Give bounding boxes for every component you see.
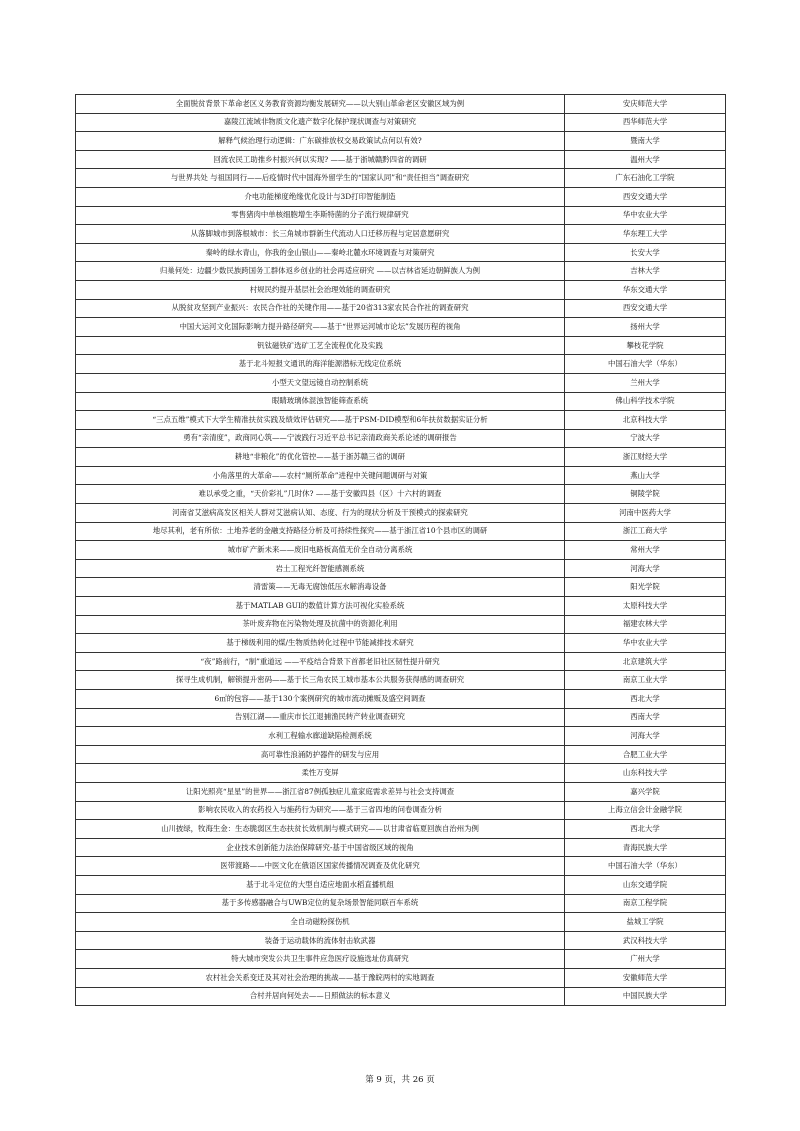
table-row bbox=[76, 559, 726, 578]
school-name-cell: 北京科技大学 bbox=[565, 411, 726, 430]
school-name-cell: 山东科技大学 bbox=[565, 764, 726, 783]
table-row bbox=[76, 522, 726, 541]
table-row bbox=[76, 987, 726, 1006]
school-name-cell: 广州大学 bbox=[565, 950, 726, 969]
school-name-cell: 中国民族大学 bbox=[565, 987, 726, 1006]
table-row bbox=[76, 373, 726, 392]
school-name-cell: 暨南大学 bbox=[565, 132, 726, 151]
project-title-cell: “夜”路前行，“制”重道远 ——平疫结合背景下首都老旧社区韧性提升研究 bbox=[76, 652, 565, 671]
project-title-cell: 医带渡路——中医文化在俄语区国家传播情况调查及优化研究 bbox=[76, 857, 565, 876]
project-title-cell: 高可靠性浪涌防护器件的研发与应用 bbox=[76, 745, 565, 764]
school-name-cell: 太原科技大学 bbox=[565, 597, 726, 616]
project-title-cell: 清雷策——无毒无腐蚀低压水解消毒设备 bbox=[76, 578, 565, 597]
table-row bbox=[76, 206, 726, 225]
award-list-table bbox=[75, 94, 726, 1006]
project-title-cell: 特大城市突发公共卫生事件应急医疗设施选址仿真研究 bbox=[76, 950, 565, 969]
project-title-cell: 岩土工程光纤智能感测系统 bbox=[76, 559, 565, 578]
project-title-cell: 与世界共处 与祖国同行——后疫情时代中国海外留学生的“国家认同”和“责任担当”调查研究 bbox=[76, 169, 565, 188]
school-name-cell: 西华师范大学 bbox=[565, 113, 726, 132]
school-name-cell: 长安大学 bbox=[565, 243, 726, 262]
table-row bbox=[76, 690, 726, 709]
project-title-cell: 装备于运动载体的流体射击软武器 bbox=[76, 931, 565, 950]
school-name-cell: 浙江工商大学 bbox=[565, 522, 726, 541]
project-title-cell: 让阳光照亮“星星”的世界——浙江省87例孤独症儿童家庭需求差异与社会支持调查 bbox=[76, 782, 565, 801]
school-name-cell: 福建农林大学 bbox=[565, 615, 726, 634]
table-row bbox=[76, 448, 726, 467]
school-name-cell: 西安交通大学 bbox=[565, 187, 726, 206]
school-name-cell: 中国石油大学（华东） bbox=[565, 355, 726, 374]
project-title-cell: 村规民约提升基层社会治理效能的调查研究 bbox=[76, 280, 565, 299]
project-title-cell: 柔性万变屏 bbox=[76, 764, 565, 783]
school-name-cell: 佛山科学技术学院 bbox=[565, 392, 726, 411]
project-title-cell: 勇有“亲清度”，政商同心筑——宁波践行习近平总书记亲清政商关系论述的调研报告 bbox=[76, 429, 565, 448]
project-title-cell: 茶叶废弃物在污染物处理及抗菌中的资源化利用 bbox=[76, 615, 565, 634]
project-title-cell: 归巢何处：边疆少数民族跨国务工群体返乡创业的社会再适应研究 ——以吉林省延边朝鲜族人为例 bbox=[76, 262, 565, 281]
table-row bbox=[76, 299, 726, 318]
project-title-cell: 影响农民收入的农药投入与施药行为研究——基于三省四地的问卷调查分析 bbox=[76, 801, 565, 820]
table-row bbox=[76, 727, 726, 746]
project-title-cell: 基于北斗短报文通讯的海洋能源潜标无线定位系统 bbox=[76, 355, 565, 374]
table-row bbox=[76, 541, 726, 560]
school-name-cell: 安庆师范大学 bbox=[565, 95, 726, 114]
table-row bbox=[76, 429, 726, 448]
table-row bbox=[76, 615, 726, 634]
school-name-cell: 浙江财经大学 bbox=[565, 448, 726, 467]
project-title-cell: 中国大运河文化国际影响力提升路径研究——基于“世界运河城市论坛”发展历程的视角 bbox=[76, 318, 565, 337]
table-row bbox=[76, 95, 726, 114]
school-name-cell: 攀枝花学院 bbox=[565, 336, 726, 355]
project-title-cell: 从脱贫攻坚到产业振兴：农民合作社的关键作用——基于20省313家农民合作社的调查研究 bbox=[76, 299, 565, 318]
project-title-cell: 6㎡的包容——基于130个案例研究的城市流动摊贩及盛空间调查 bbox=[76, 690, 565, 709]
school-name-cell: 南京工业大学 bbox=[565, 671, 726, 690]
project-title-cell: 基于MATLAB GUI的数值计算方法可视化实验系统 bbox=[76, 597, 565, 616]
project-title-cell: 秦岭的绿水青山，你我的金山银山——秦岭北麓水环境调查与对策研究 bbox=[76, 243, 565, 262]
project-title-cell: 告别江湖——重庆市长江退捕渔民转产转业调查研究 bbox=[76, 708, 565, 727]
school-name-cell: 青海民族大学 bbox=[565, 838, 726, 857]
project-title-cell: 难以承受之重，“天价彩礼”几时休? ——基于安徽四县（区）十六村的调查 bbox=[76, 485, 565, 504]
table-row bbox=[76, 150, 726, 169]
school-name-cell: 河南中医药大学 bbox=[565, 504, 726, 523]
school-name-cell: 阳光学院 bbox=[565, 578, 726, 597]
table-row bbox=[76, 169, 726, 188]
table-row bbox=[76, 318, 726, 337]
school-name-cell: 华中农业大学 bbox=[565, 206, 726, 225]
school-name-cell: 合肥工业大学 bbox=[565, 745, 726, 764]
school-name-cell: 华东交通大学 bbox=[565, 280, 726, 299]
table-row bbox=[76, 671, 726, 690]
project-title-cell: 小型天文望远镜自动控制系统 bbox=[76, 373, 565, 392]
school-name-cell: 扬州大学 bbox=[565, 318, 726, 337]
table-row bbox=[76, 392, 726, 411]
project-title-cell: 合村并居向何处去——日照做法的标本意义 bbox=[76, 987, 565, 1006]
table-row bbox=[76, 262, 726, 281]
school-name-cell: 中国石油大学（华东） bbox=[565, 857, 726, 876]
page-number: 第 9 页，共 26 页 bbox=[365, 1075, 435, 1085]
project-title-cell: 探寻生成机制，解锁提升密码——基于长三角农民工城市基本公共服务获得感的调查研究 bbox=[76, 671, 565, 690]
table-row bbox=[76, 113, 726, 132]
project-title-cell: 嘉陵江流域非物质文化遗产数字化保护现状调查与对策研究 bbox=[76, 113, 565, 132]
table-row bbox=[76, 280, 726, 299]
project-title-cell: 水利工程输水廊道缺陷检测系统 bbox=[76, 727, 565, 746]
table-row bbox=[76, 838, 726, 857]
table-row bbox=[76, 187, 726, 206]
school-name-cell: 铜陵学院 bbox=[565, 485, 726, 504]
school-name-cell: 燕山大学 bbox=[565, 466, 726, 485]
project-title-cell: 河南省艾滋病高发区相关人群对艾滋病认知、态度、行为的现状分析及干预模式的探索研究 bbox=[76, 504, 565, 523]
table-row bbox=[76, 411, 726, 430]
project-title-cell: 从落脚城市到落根城市：长三角城市群新生代流动人口迁移历程与定居意愿研究 bbox=[76, 225, 565, 244]
table-row bbox=[76, 634, 726, 653]
school-name-cell: 温州大学 bbox=[565, 150, 726, 169]
school-name-cell: 安徽师范大学 bbox=[565, 968, 726, 987]
project-title-cell: 小角落里的大革命——农村“厕所革命”进程中关键问题调研与对策 bbox=[76, 466, 565, 485]
table-row bbox=[76, 578, 726, 597]
school-name-cell: 河海大学 bbox=[565, 559, 726, 578]
table-row bbox=[76, 132, 726, 151]
table-row bbox=[76, 485, 726, 504]
table-row bbox=[76, 894, 726, 913]
project-title-cell: 山川披绿，牧海生金：生态脆弱区生态扶贫长效机制与模式研究——以甘肃省临夏回族自治州为例 bbox=[76, 820, 565, 839]
project-title-cell: 城市矿产新未来——废旧电路板高值无价全自动分离系统 bbox=[76, 541, 565, 560]
school-name-cell: 华中农业大学 bbox=[565, 634, 726, 653]
school-name-cell: 宁波大学 bbox=[565, 429, 726, 448]
table-row bbox=[76, 336, 726, 355]
table-row bbox=[76, 801, 726, 820]
table-row bbox=[76, 875, 726, 894]
project-title-cell: 全自动磁粉探伤机 bbox=[76, 913, 565, 932]
school-name-cell: 华东理工大学 bbox=[565, 225, 726, 244]
project-title-cell: 基于北斗定位的大型自适应地面水稻直播机组 bbox=[76, 875, 565, 894]
project-title-cell: 零售猪肉中单核细胞增生李斯特菌的分子流行规律研究 bbox=[76, 206, 565, 225]
table-row bbox=[76, 857, 726, 876]
table-row bbox=[76, 504, 726, 523]
school-name-cell: 山东交通学院 bbox=[565, 875, 726, 894]
table-body bbox=[76, 95, 726, 1006]
project-title-cell: “三点五维”模式下大学生精准扶贫实践及绩效评估研究——基于PSM-DID模型和6年扶贫数据实证分析 bbox=[76, 411, 565, 430]
school-name-cell: 常州大学 bbox=[565, 541, 726, 560]
school-name-cell: 广东石油化工学院 bbox=[565, 169, 726, 188]
school-name-cell: 武汉科技大学 bbox=[565, 931, 726, 950]
school-name-cell: 北京建筑大学 bbox=[565, 652, 726, 671]
school-name-cell: 南京工程学院 bbox=[565, 894, 726, 913]
project-title-cell: 地尽其利，老有所依：土地养老的金融支持路径分析及可持续性探究——基于浙江省10个县市区的调研 bbox=[76, 522, 565, 541]
project-title-cell: 农村社会关系变迁及其对社会治理的挑战——基于豫皖两村的实地调查 bbox=[76, 968, 565, 987]
table-row bbox=[76, 652, 726, 671]
table-row bbox=[76, 931, 726, 950]
school-name-cell: 西北大学 bbox=[565, 820, 726, 839]
table-row bbox=[76, 968, 726, 987]
school-name-cell: 西北大学 bbox=[565, 690, 726, 709]
table-row bbox=[76, 355, 726, 374]
table-row bbox=[76, 597, 726, 616]
project-title-cell: 基于梯级利用的煤/生物质热转化过程中节能减排技术研究 bbox=[76, 634, 565, 653]
project-title-cell: 全面脱贫背景下革命老区义务教育资源均衡发展研究——以大别山革命老区安徽区域为例 bbox=[76, 95, 565, 114]
school-name-cell: 上海立信会计金融学院 bbox=[565, 801, 726, 820]
school-name-cell: 河海大学 bbox=[565, 727, 726, 746]
table-row bbox=[76, 745, 726, 764]
table-row bbox=[76, 466, 726, 485]
project-title-cell: 钒钛磁铁矿选矿工艺全流程优化及实践 bbox=[76, 336, 565, 355]
table-row bbox=[76, 708, 726, 727]
school-name-cell: 兰州大学 bbox=[565, 373, 726, 392]
table-row bbox=[76, 820, 726, 839]
project-title-cell: 基于多传感器融合与UWB定位的复杂场景智能同联百车系统 bbox=[76, 894, 565, 913]
project-title-cell: 解释气候治理行动逻辑：广东碳排放权交易政策试点何以有效? bbox=[76, 132, 565, 151]
project-title-cell: 耕地“非粮化”的优化管控——基于浙苏赣三省的调研 bbox=[76, 448, 565, 467]
project-title-cell: 回流农民工助推乡村振兴何以实现? ——基于浙城赣黔四省的调研 bbox=[76, 150, 565, 169]
table-row bbox=[76, 782, 726, 801]
table-row bbox=[76, 950, 726, 969]
table-row bbox=[76, 913, 726, 932]
table-row bbox=[76, 764, 726, 783]
table-row bbox=[76, 243, 726, 262]
school-name-cell: 西安交通大学 bbox=[565, 299, 726, 318]
project-title-cell: 介电功能梯度绝缘优化设计与3D打印智能制造 bbox=[76, 187, 565, 206]
school-name-cell: 吉林大学 bbox=[565, 262, 726, 281]
school-name-cell: 嘉兴学院 bbox=[565, 782, 726, 801]
project-title-cell: 企业技术创新能力法治保障研究-基于中国省级区域的视角 bbox=[76, 838, 565, 857]
school-name-cell: 盐城工学院 bbox=[565, 913, 726, 932]
school-name-cell: 西南大学 bbox=[565, 708, 726, 727]
table-row bbox=[76, 225, 726, 244]
project-title-cell: 眼睛玻璃体混浊智能筛查系统 bbox=[76, 392, 565, 411]
